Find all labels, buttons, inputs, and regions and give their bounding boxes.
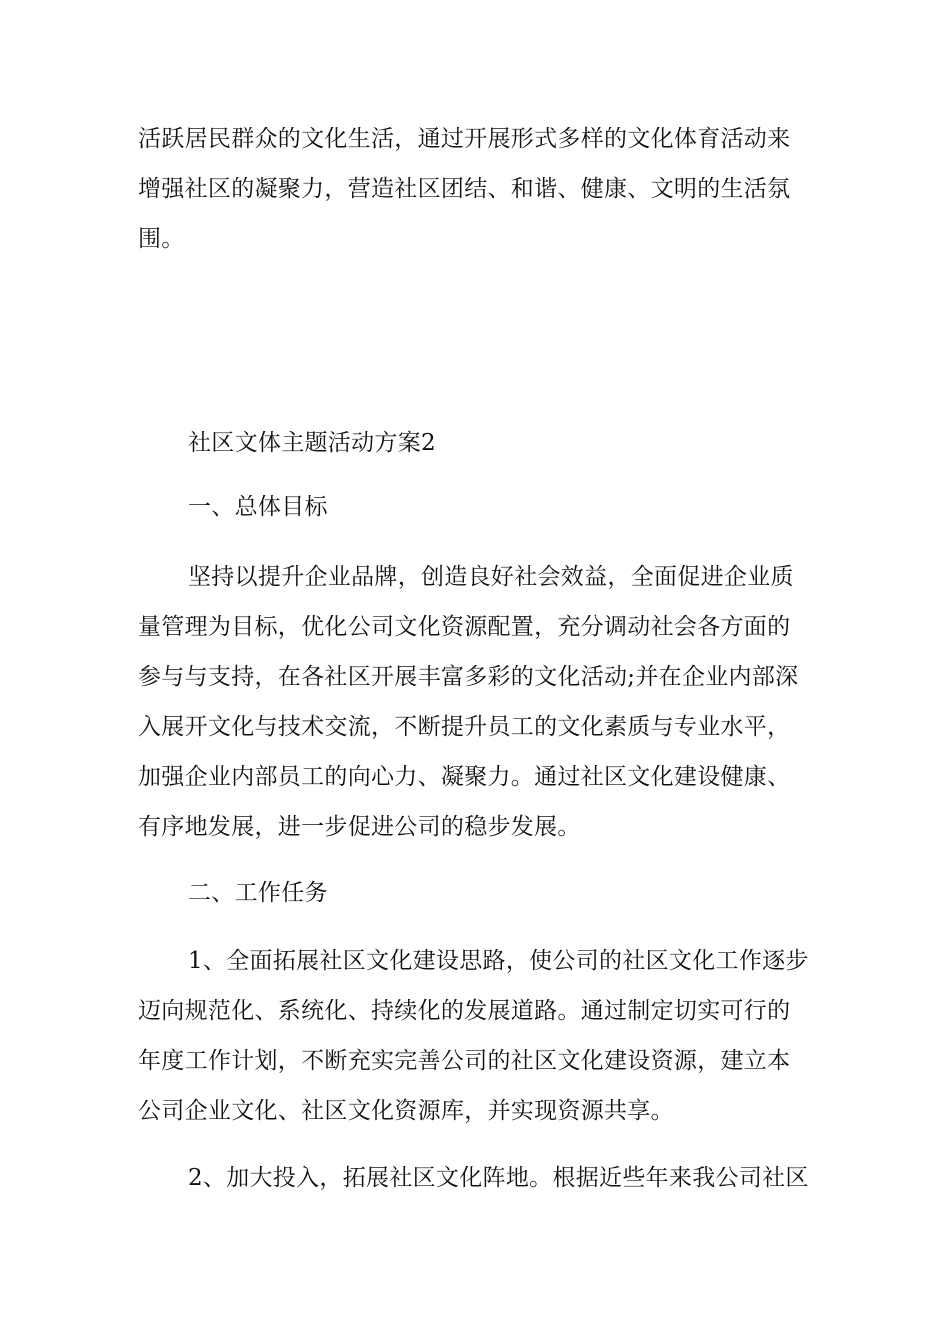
section1-line-6: 有序地发展，进一步促进公司的稳步发展。 xyxy=(138,814,581,840)
document-title: 社区文体主题活动方案2 xyxy=(188,430,436,456)
section1-line-1: 坚持以提升企业品牌，创造良好社会效益，全面促进企业质 xyxy=(188,564,794,590)
section1-heading: 一、总体目标 xyxy=(188,494,328,520)
intro-line-2: 增强社区的凝聚力，营造社区团结、和谐、健康、文明的生活氛 xyxy=(138,176,791,202)
section1-line-2: 量管理为目标，优化公司文化资源配置，充分调动社会各方面的 xyxy=(138,614,791,640)
item1-line-3: 年度工作计划，不断充实完善公司的社区文化建设资源，建立本 xyxy=(138,1048,791,1074)
item1-line-4: 公司企业文化、社区文化资源库，并实现资源共享。 xyxy=(138,1098,674,1124)
section1-line-4: 入展开文化与技术交流，不断提升员工的文化素质与专业水平， xyxy=(138,714,791,740)
section1-line-5: 加强企业内部员工的向心力、凝聚力。通过社区文化建设健康、 xyxy=(138,764,791,790)
item1-line-1: 1、全面拓展社区文化建设思路，使公司的社区文化工作逐步 xyxy=(188,948,809,974)
section1-line-3: 参与与支持，在各社区开展丰富多彩的文化活动;并在企业内部深 xyxy=(138,664,799,690)
item1-line-2: 迈向规范化、系统化、持续化的发展道路。通过制定切实可行的 xyxy=(138,998,791,1024)
intro-line-1: 活跃居民群众的文化生活，通过开展形式多样的文化体育活动来 xyxy=(138,126,791,152)
intro-line-3: 围。 xyxy=(138,226,185,252)
item2-line-1: 2、加大投入，拓展社区文化阵地。根据近些年来我公司社区 xyxy=(188,1165,809,1191)
section2-heading: 二、工作任务 xyxy=(188,880,328,906)
